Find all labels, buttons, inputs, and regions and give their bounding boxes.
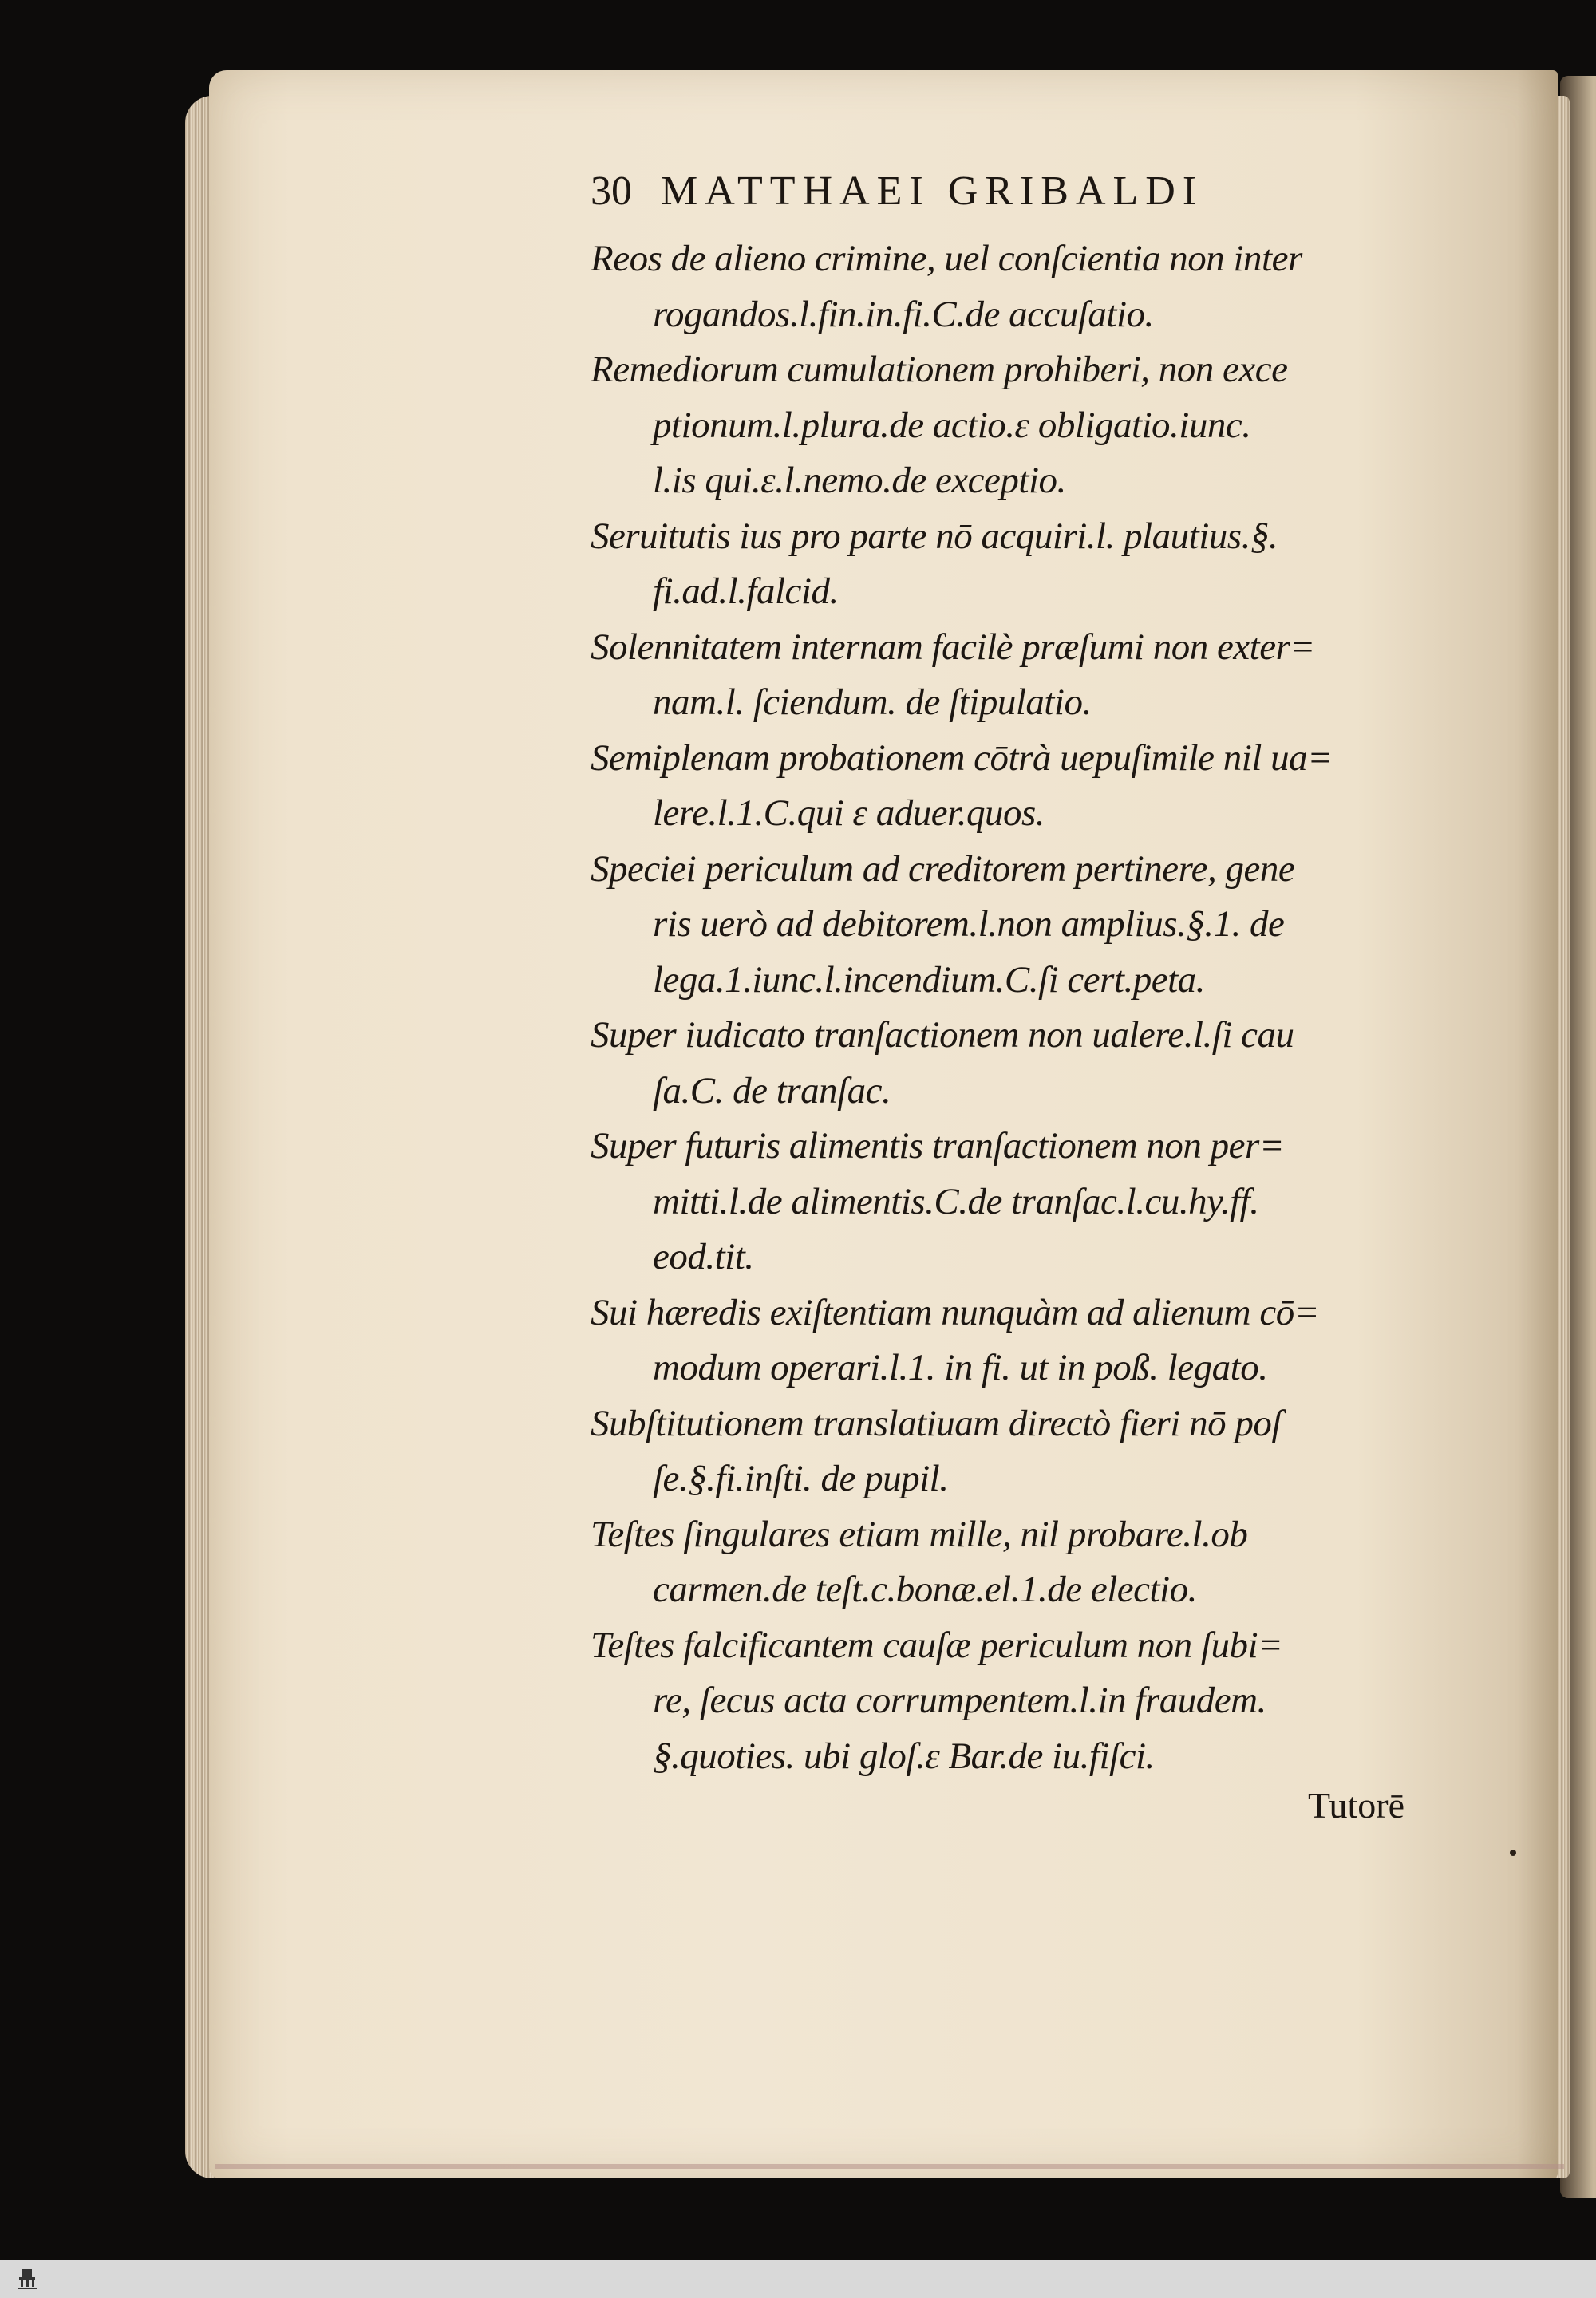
- catchword: Tutorē: [1308, 1785, 1404, 1826]
- entry-continuation-line: fi.ad.l.falcid.: [653, 571, 839, 612]
- entry-continuation-line: re, ſecus acta corrumpentem.l.in fraudem.: [653, 1680, 1266, 1721]
- entry-continuation-line: §.quoties. ubi gloſ.ɛ Bar.de iu.fiſci.: [653, 1735, 1155, 1777]
- entry: [591, 1008, 1412, 1119]
- entry: [591, 1119, 1412, 1285]
- entry-first-line: Teſtes falcificantem cauſæ periculum non ſubi=: [591, 1624, 1283, 1666]
- entry-continuation-line: mitti.l.de alimentis.C.de tranſac.l.cu.hy.ff.: [653, 1180, 1259, 1222]
- library-logo-icon: [11, 2266, 43, 2293]
- entry: [591, 509, 1412, 620]
- entry-continuation-line: l.is qui.ɛ.l.nemo.de exceptio.: [653, 460, 1066, 501]
- catchword-line: [591, 1784, 1412, 1840]
- entry-first-line: Reos de alieno crimine, uel conſcientia non inter: [591, 238, 1302, 279]
- entry-first-line: Speciei periculum ad creditorem pertinere, gene: [591, 847, 1295, 890]
- entry-continuation-line: ris uerò ad debitorem.l.non amplius.§.1. de: [653, 903, 1285, 945]
- page-number: 30: [591, 168, 632, 214]
- entry-first-line: Super futuris alimentis tranſactionem non per=: [591, 1125, 1285, 1167]
- entry-continuation-line: lere.l.1.C.qui ɛ aduer.quos.: [653, 792, 1045, 834]
- entry-list: [591, 231, 1412, 1784]
- entry-continuation-line: modum operari.l.1. in fi. ut in poß. legato.: [653, 1347, 1268, 1388]
- entry: [591, 231, 1412, 342]
- entry-continuation-line: ſe.§.fi.inſti. de pupil.: [653, 1458, 949, 1499]
- entry: [591, 731, 1412, 842]
- entry-continuation-line: lega.1.iunc.l.incendium.C.ſi cert.peta.: [653, 958, 1205, 1001]
- entry-continuation-line: ptionum.l.plura.de actio.ɛ obligatio.iunc.: [653, 404, 1251, 446]
- ink-spot: [1510, 1850, 1516, 1856]
- entry-first-line: Remediorum cumulationem prohiberi, non exce: [591, 349, 1288, 390]
- entry: [591, 1396, 1412, 1507]
- entry: [591, 842, 1412, 1009]
- entry-continuation-line: rogandos.l.fin.in.fi.C.de accuſatio.: [653, 293, 1154, 335]
- entry-continuation-line: nam.l. ſciendum. de ſtipulatio.: [653, 681, 1092, 723]
- entry-first-line: Subſtitutionem translatiuam directò fieri nō poſ: [591, 1402, 1282, 1444]
- entry-first-line: Solennitatem internam facilè præſumi non exter=: [591, 626, 1315, 668]
- entry-first-line: Semiplenam probationem cōtrà uериſimile nil ua=: [591, 736, 1333, 779]
- entry-first-line: Teſtes ſingulares etiam mille, nil probare.l.ob: [591, 1513, 1248, 1555]
- entry: [591, 620, 1412, 731]
- entry: [591, 1618, 1412, 1785]
- entry: [591, 1507, 1412, 1618]
- entry-first-line: Seruitutis ius pro parte nō acquiri.l. plautius.§.: [591, 515, 1278, 557]
- running-header: [591, 168, 1412, 217]
- page-bottom-edge: [215, 2164, 1564, 2169]
- entry: [591, 342, 1412, 509]
- entry-continuation-line: carmen.de teſt.c.bonæ.el.1.de electio.: [653, 1569, 1197, 1610]
- entry-first-line: Sui hæredis exiſtentiam nunquàm ad alienum cō=: [591, 1291, 1319, 1333]
- viewer-bottom-bar: [0, 2260, 1596, 2298]
- entry-first-line: Super iudicato tranſactionem non ualere.l.ſi cau: [591, 1014, 1294, 1056]
- text-block: [591, 168, 1412, 1840]
- running-head-title: MATTHAEI GRIBALDI: [661, 168, 1204, 214]
- entry-continuation-line: ſa.C. de tranſac.: [653, 1069, 891, 1111]
- entry: [591, 1285, 1412, 1396]
- entry-continuation-line: eod.tit.: [653, 1236, 754, 1277]
